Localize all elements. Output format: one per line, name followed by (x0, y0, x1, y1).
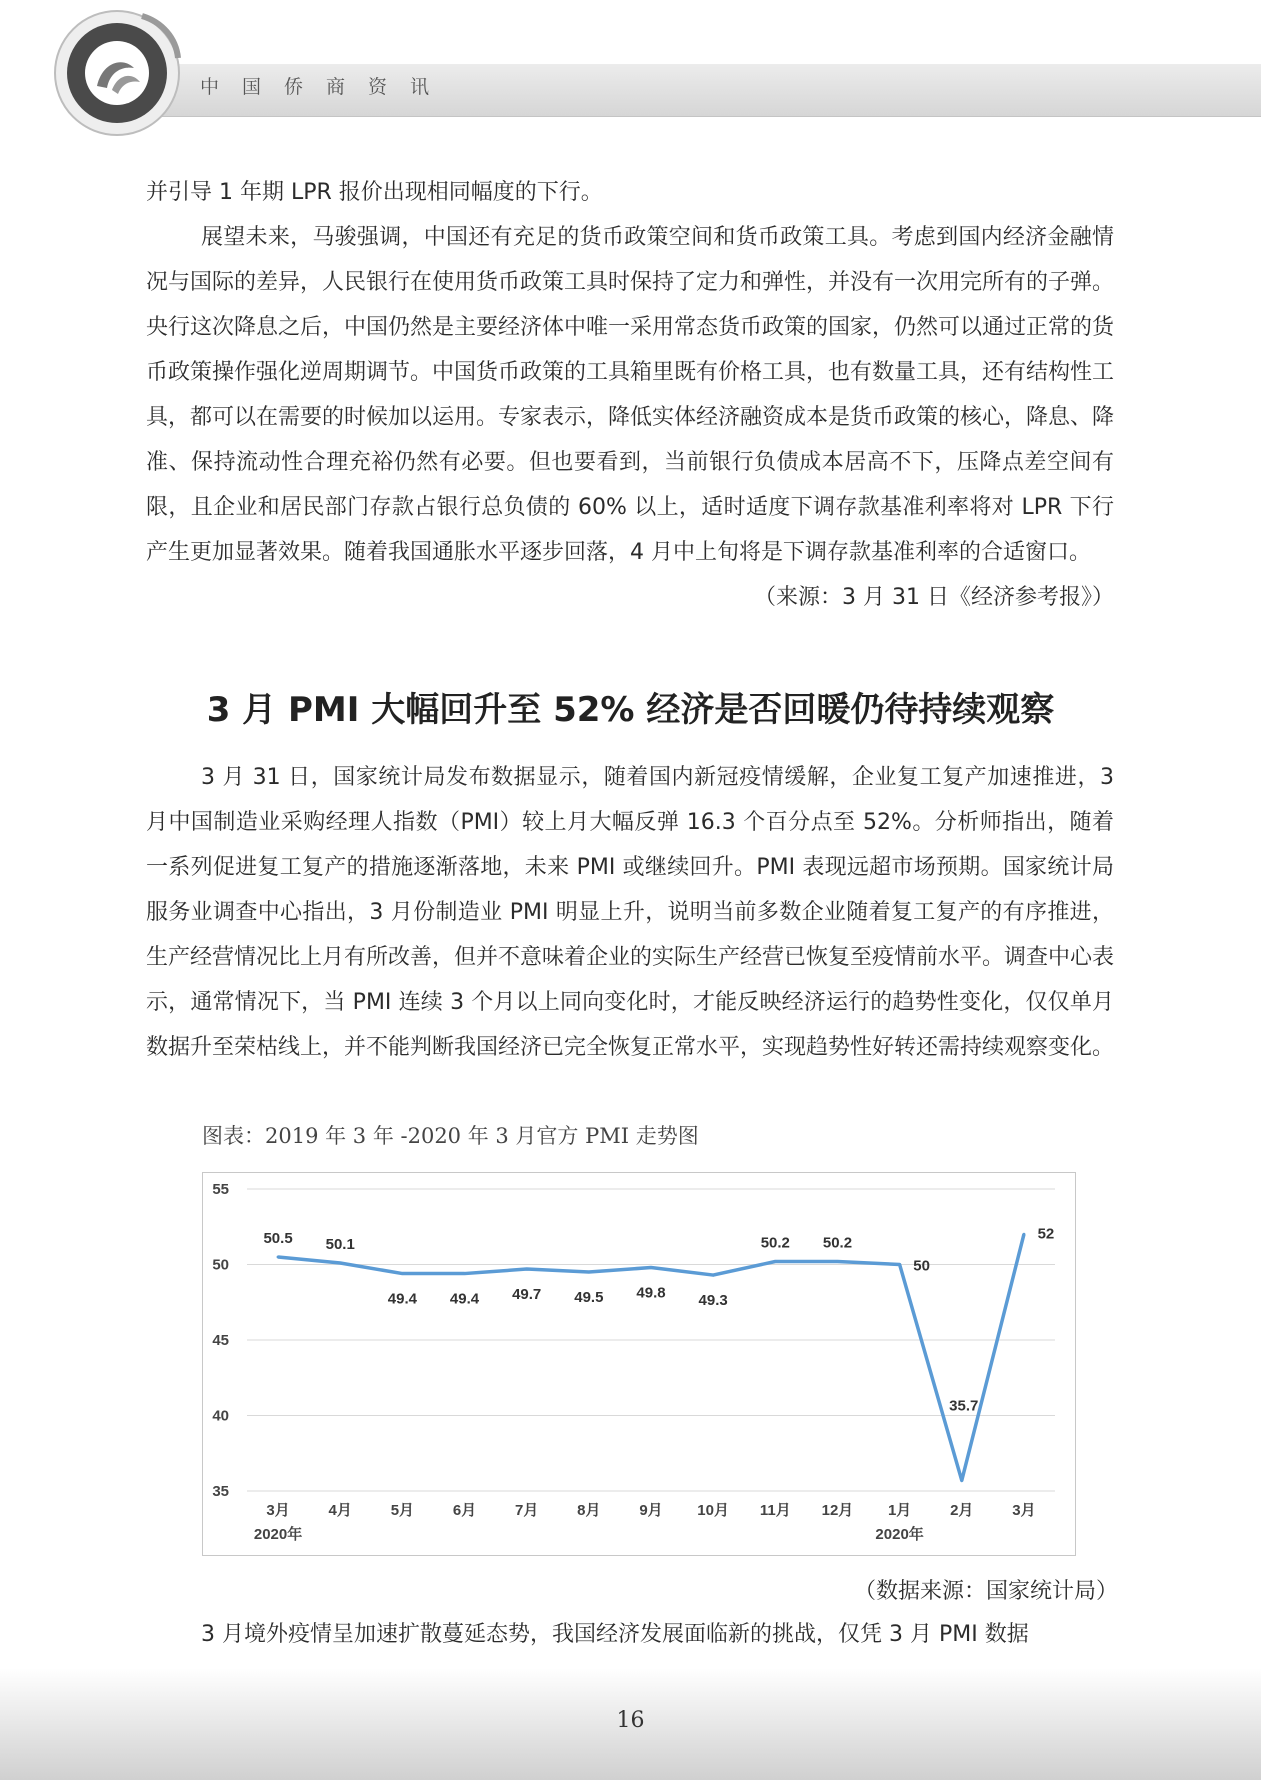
x-tick-label: 3月 (266, 1502, 290, 1519)
data-label: 50.5 (263, 1229, 293, 1247)
pmi-data-point (277, 1255, 280, 1258)
pmi-chart (202, 1172, 1076, 1556)
pmi-data-point (1022, 1233, 1025, 1236)
pmi-chart-svg (203, 1173, 1075, 1555)
y-tick-label: 40 (212, 1407, 229, 1425)
paragraph-continuation: 并引导 1 年期 LPR 报价出现相同幅度的下行。 (146, 180, 603, 205)
data-label: 50.2 (760, 1234, 790, 1252)
pmi-data-point (960, 1479, 963, 1482)
article-body-pmi (146, 755, 1114, 1070)
x-tick-label: 5月 (390, 1502, 415, 1519)
pmi-data-point (898, 1263, 901, 1266)
article-heading: 3 月 PMI 大幅回升至 52% 经济是否回暖仍待持续观察 (206, 690, 1055, 730)
data-label: 49.8 (636, 1284, 666, 1302)
x-tick-label: 1月 (887, 1502, 912, 1519)
y-tick-label: 55 (212, 1181, 229, 1198)
pmi-data-point (525, 1268, 528, 1271)
data-label: 49.4 (387, 1290, 417, 1308)
pmi-data-point (339, 1261, 342, 1264)
x-tick-label: 8月 (577, 1502, 601, 1519)
paragraph-pmi: 3 月 31 日，国家统计局发布数据显示，随着国内新冠疫情缓解，企业复工复产加速推进，3 月中国制造业采购经理人指数（PMI）较上月大幅反弹 16.3 个百分点至 52%。分析师指出，随着一系列促进复工复产的措施逐渐落地，未来 PMI 或继续回升。PMI 表现远超市场预期。国家统计局服务业调查中心指出，3 月份制造业 PMI 明显上升，说明当前多数企业随着复工复产的有序推进，生产经营情况比上月有所改善，但并不意味着企业的实际生产经营已恢复至疫情前水平。调查中心表示，通常情况下，当 PMI 连续 3 个月以上同向变化时，才能反映经济运行的趋势性变化，仅仅单月数据升至荣枯线上，并不能判断我国经济已完全恢复正常水平，实现趋势性好转还需持续观察变化。 (146, 765, 1115, 1060)
pmi-data-point (463, 1272, 466, 1275)
x-tick-label: 3月 (1012, 1502, 1036, 1519)
article-body-top (146, 170, 1114, 620)
pmi-data-point (712, 1274, 715, 1277)
pmi-data-point (587, 1271, 590, 1274)
data-label: 35.7 (949, 1397, 979, 1415)
pmi-data-point (650, 1266, 653, 1269)
x-tick-label: 6月 (452, 1502, 477, 1519)
x-tick-label: 11月 (759, 1502, 791, 1519)
data-label: 50.1 (325, 1235, 355, 1253)
paragraph-outlook-text: 展望未来，马骏强调，中国还有充足的货币政策空间和货币政策工具。考虑到国内经济金融情况与国际的差异，人民银行在使用货币政策工具时保持了定力和弹性，并没有一次用完所有的子弹。央行这次降息之后，中国仍然是主要经济体中唯一采用常态货币政策的国家，仍然可以通过正常的货币政策操作强化逆周期调节。中国货币政策的工具箱里既有价格工具，也有数量工具，还有结构性工具，都可以在需要的时候加以运用。专家表示，降低实体经济融资成本是货币政策的核心，降息、降准、保持流动性合理充裕仍然有必要。但也要看到，当前银行负债成本居高不下，压降点差空间有限，且企业和居民部门存款占银行总负债的 60% 以上，适时适度下调存款基准利率将对 LPR 下行产生更加显著效果。随着我国通胀水平逐步回落，4 月中上旬将是下调存款基准利率的合适窗口。 (146, 225, 1115, 565)
x-tick-label: 4月 (328, 1502, 352, 1519)
pmi-data-point (836, 1260, 839, 1263)
pmi-data-point (774, 1260, 777, 1263)
data-label: 50 (913, 1257, 930, 1275)
source-note: （来源：3 月 31 日《经济参考报》） (754, 585, 1114, 610)
pmi-data-point (401, 1272, 404, 1275)
data-source-note: （数据来源：国家统计局） (853, 1579, 1118, 1604)
data-label: 50.2 (822, 1234, 853, 1252)
data-label: 49.3 (698, 1292, 728, 1310)
page-number: 16 (616, 1708, 645, 1733)
data-label: 49.5 (574, 1289, 604, 1307)
organization-logo (52, 8, 182, 138)
x-tick-sublabel: 2020年 (875, 1526, 924, 1543)
x-tick-label: 2月 (950, 1502, 974, 1519)
y-tick-label: 50 (212, 1256, 229, 1274)
paragraph-closing: 3 月境外疫情呈加速扩散蔓延态势，我国经济发展面临新的挑战，仅凭 3 月 PMI 数据 (201, 1622, 1029, 1647)
pmi-series-line (278, 1234, 1024, 1480)
header-title: 中国侨商资讯 (200, 76, 453, 98)
x-tick-label: 12月 (821, 1502, 854, 1519)
data-label: 49.4 (449, 1290, 480, 1308)
data-label: 49.7 (512, 1286, 542, 1304)
y-tick-label: 45 (212, 1332, 229, 1349)
chart-caption: 图表：2019 年 3 年 -2020 年 3 月官方 PMI 走势图 (202, 1124, 699, 1148)
x-tick-label: 9月 (639, 1502, 663, 1519)
x-tick-sublabel: 2020年 (253, 1526, 303, 1543)
data-label: 52 (1037, 1225, 1055, 1243)
x-tick-label: 10月 (697, 1502, 729, 1519)
paragraph-outlook (146, 215, 1115, 610)
y-tick-label: 35 (212, 1483, 229, 1500)
x-tick-label: 7月 (515, 1502, 539, 1519)
